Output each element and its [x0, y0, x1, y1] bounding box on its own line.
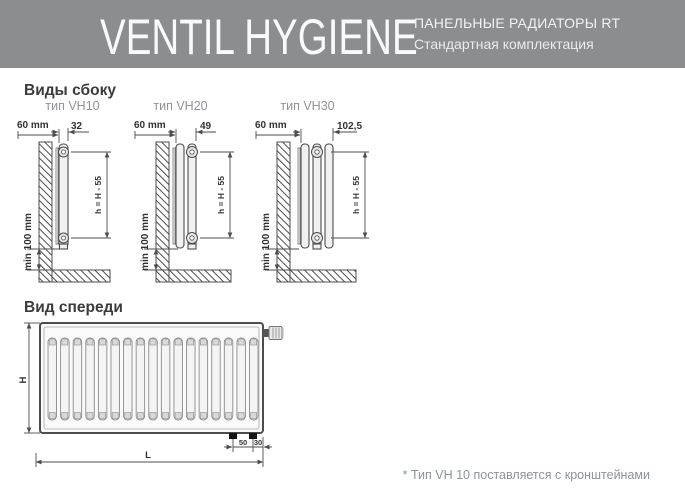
- wall-distance-label: 60 mm: [255, 120, 287, 131]
- mounting-bracket: [173, 148, 175, 244]
- floor: [52, 270, 110, 282]
- depth-label-vh10: 32: [71, 121, 83, 132]
- edge-offset-label: 30: [253, 438, 263, 447]
- height-formula-label: h = H - 55: [93, 175, 103, 215]
- header: [0, 0, 685, 68]
- mounting-bracket: [298, 148, 300, 244]
- depth-label-vh20: 49: [200, 121, 212, 132]
- side-view-vh30: [253, 116, 390, 286]
- wall: [39, 142, 52, 282]
- depth-label-vh30: 102,5: [337, 121, 363, 132]
- radiator-body: [40, 323, 263, 433]
- configuration-label: Стандартная комплектация: [414, 36, 594, 52]
- footnote: * Тип VH 10 поставляется с кронштейнами: [402, 468, 650, 482]
- floor: [290, 270, 356, 282]
- radiator-panel: [59, 144, 68, 248]
- wall: [277, 142, 290, 282]
- side-view-vh10: [15, 116, 127, 286]
- connection-spacing-label: 50: [238, 438, 248, 447]
- floor-clearance-label: min 100 mm: [261, 213, 272, 271]
- front-view-section-title: Вид спереди: [24, 299, 123, 316]
- thermostatic-valve: [263, 327, 284, 340]
- height-dimension-label: H: [18, 376, 29, 384]
- radiator-panel: [176, 144, 184, 248]
- radiator-panel: [301, 144, 309, 248]
- wall-distance-label: 60 mm: [17, 120, 49, 131]
- length-dimension-label: L: [145, 450, 151, 461]
- product-line-label: ПАНЕЛЬНЫЕ РАДИАТОРЫ RT: [414, 15, 621, 31]
- radiator: [173, 144, 198, 249]
- height-formula-label: h = H - 55: [216, 175, 226, 215]
- header-subtitles: [414, 13, 679, 55]
- front-view: [20, 296, 285, 472]
- wall: [156, 142, 169, 282]
- side-view-vh20: [132, 116, 254, 286]
- side-views-section-title: Виды сбоку: [24, 82, 116, 99]
- front-channels: [48, 338, 258, 420]
- type-label-vh30: тип VH30: [280, 99, 335, 113]
- type-label-vh20: тип VH20: [153, 99, 208, 113]
- floor: [169, 270, 231, 282]
- radiator: [298, 144, 333, 249]
- wall-distance-label: 60 mm: [134, 120, 166, 131]
- brand-title-text: VENTIL HYGIENE: [100, 7, 418, 64]
- height-formula-label: h = H - 55: [351, 175, 361, 215]
- mounting-bracket: [56, 148, 58, 244]
- radiator-panel: [325, 144, 333, 248]
- radiator: [56, 144, 69, 249]
- floor-clearance-label: min 100 mm: [23, 213, 34, 271]
- type-label-vh10: тип VH10: [45, 99, 100, 113]
- floor-clearance-label: min 100 mm: [140, 213, 151, 271]
